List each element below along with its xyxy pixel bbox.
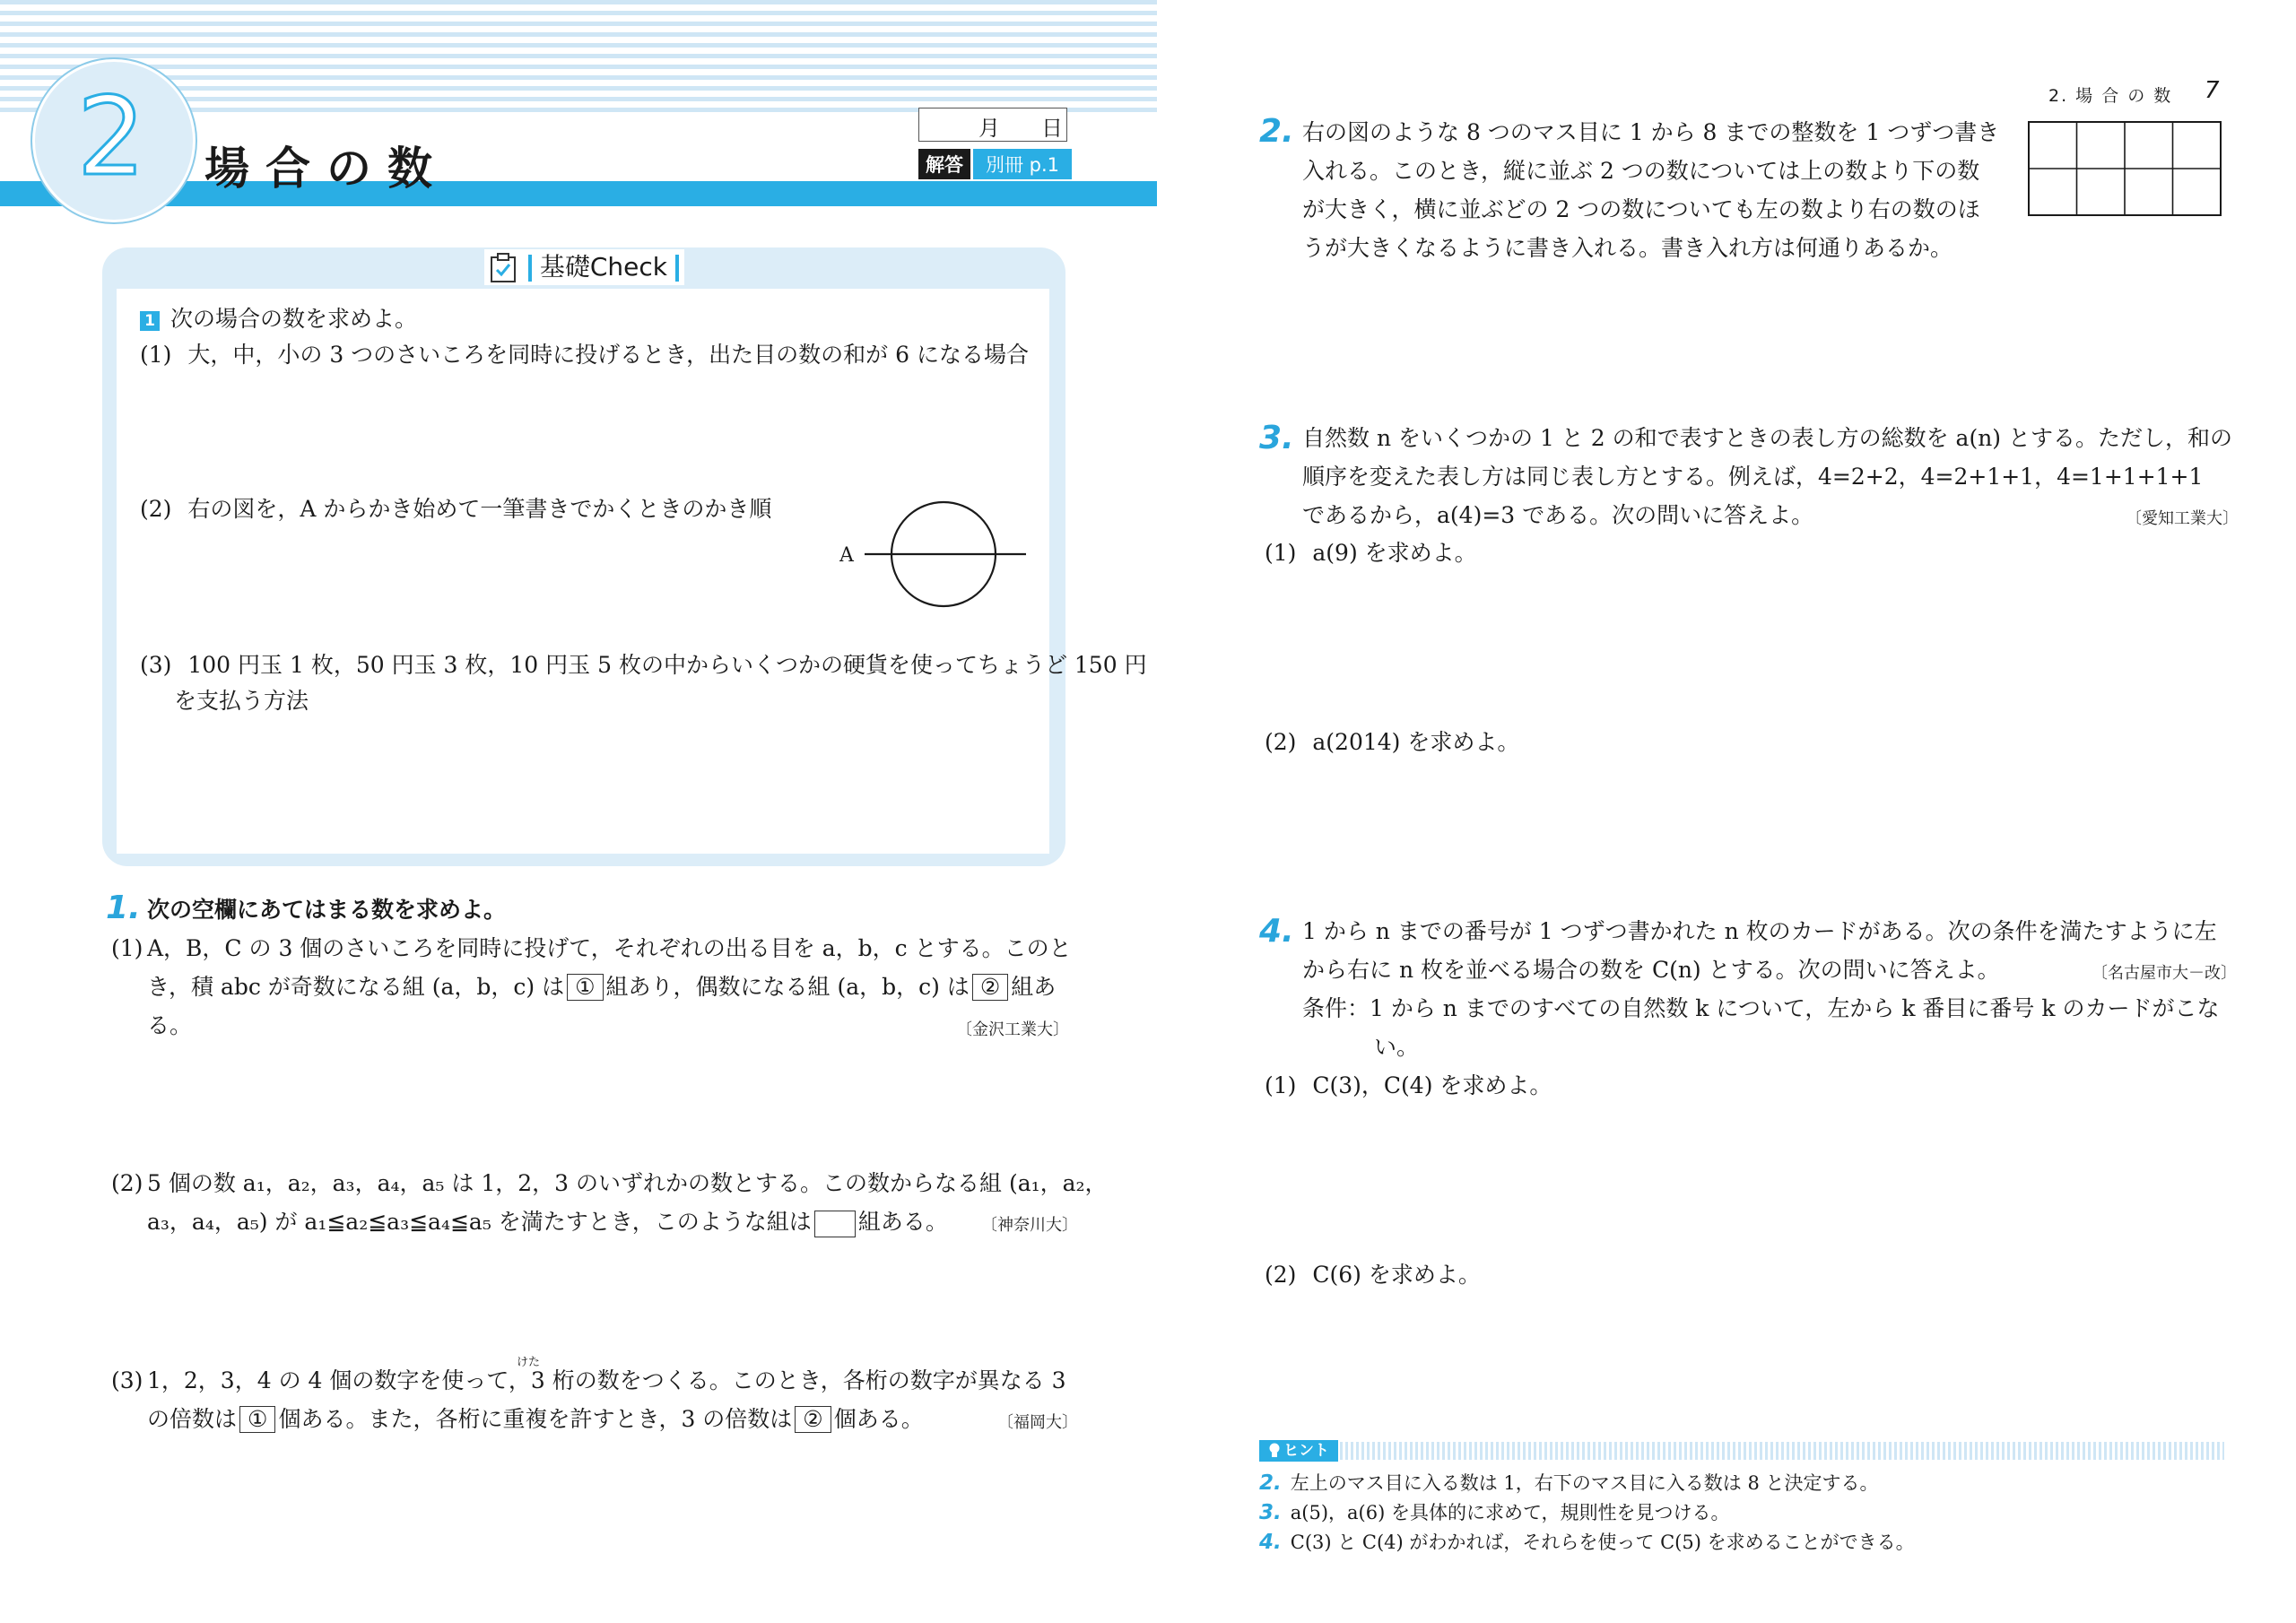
q3-part-1-text: a(9) を求めよ。 (1312, 540, 1477, 566)
q1-part-1-line3: る。 (147, 1012, 193, 1038)
q1-part-2-line2 (147, 1202, 948, 1241)
figure-point-a: A (839, 544, 854, 567)
hint-number: 4. (1259, 1531, 1282, 1554)
date-month: 月 (978, 116, 1000, 141)
q4-number: 4. (1259, 913, 1294, 950)
hint-text: 左上のマス目に入る数は 1，右下のマス目に入る数は 8 と決定する。 (1290, 1472, 1879, 1494)
kiso-part-3-line1: 100 円玉 1 枚，50 円玉 3 枚，10 円玉 5 枚の中からいくつかの硬貨を使ってちょうど 150 円 (187, 652, 1147, 678)
q2-line3: が大きく，横に並ぶどの 2 つの数についても左の数より右の数のほ (1302, 196, 1980, 222)
title-bracket-left (528, 255, 532, 282)
q4-condition-line1: 条件：1 から n までのすべての自然数 k について，左から k 番目に番号 k のカードがこな (1302, 995, 2220, 1021)
lightbulb-icon (1268, 1443, 1281, 1459)
title-bracket-right (675, 255, 679, 282)
running-head: 2. 場 合 の 数 (2048, 86, 2173, 106)
kiso-part-3 (140, 646, 1147, 684)
q1-p2-blank (814, 1211, 856, 1237)
q1-p3-l2b: 個ある。また，各桁に重複を許すとき，3 の倍数は (278, 1406, 793, 1432)
hint-item (1259, 1528, 1915, 1558)
clipboard-check-icon (490, 253, 517, 283)
hint-item (1259, 1498, 1730, 1528)
q1-p2-l2a: a₃，a₄，a₅) が a₁≦a₂≦a₃≦a₄≦a₅ を満たすとき，このような組は (147, 1209, 812, 1235)
q1-p3-l2a: の倍数は (147, 1406, 238, 1432)
q4-line2: から右に n 枚を並べる場合の数を C(n) とする。次の問いに答えよ。 (1302, 957, 2000, 983)
kiso-part-2-text: 右の図を，A からかき始めて一筆書きでかくときのかき順 (187, 496, 772, 522)
q3-source: 〔愛知工業大〕 (2126, 509, 2239, 528)
q1-p1-l2a: き，積 abc が奇数になる組 (a，b，c) は (147, 974, 565, 1000)
q1-part-1-line1: A，B，C の 3 個のさいころを同時に投げて，それぞれの出る目を a，b，c とする。このと (147, 935, 1072, 961)
q4-source: 〔名古屋市大－改〕 (2092, 964, 2237, 983)
hint-label-text: ヒント (1283, 1442, 1329, 1460)
q1-p3-blank-1: ① (239, 1406, 275, 1433)
kiso-part-1 (140, 335, 1029, 374)
kiso-part-3-line2: を支払う方法 (174, 688, 309, 714)
answer-label: 解答 (918, 149, 970, 179)
q3-line2: 順序を変えた表し方は同じ表し方とする。例えば，4=2+2，4=2+1+1，4=1+1+1+1 (1302, 464, 2204, 490)
q3-part-1-label: (1) (1265, 540, 1297, 566)
q1-number: 1. (106, 890, 141, 926)
q3-number: 3. (1259, 420, 1294, 456)
hint-text: a(5)，a(6) を具体的に求めて，規則性を見つける。 (1290, 1502, 1730, 1523)
q3-line3: であるから，a(4)=3 である。次の問いに答えよ。 (1302, 502, 1814, 528)
q1-text: 次の空欄にあてはまる数を求めよ。 (147, 897, 507, 923)
hint-bar (1259, 1442, 2224, 1460)
kiso-part-3-label: (3) (140, 652, 172, 678)
chapter-number: 2 (76, 75, 146, 200)
hint-item (1259, 1469, 1879, 1498)
kiso-part-1-label: (1) (140, 342, 172, 368)
q1-p2-l2b: 組ある。 (857, 1209, 948, 1235)
kiso-part-2 (140, 490, 771, 528)
q3-part-1 (1265, 534, 1477, 572)
q1-part-3-source: 〔福岡大〕 (997, 1413, 1078, 1432)
hint-number: 3. (1259, 1501, 1282, 1524)
q2-line1: 右の図のような 8 つのマス目に 1 から 8 までの整数を 1 つずつ書き (1302, 119, 2000, 145)
q4-condition-line2: い。 (1374, 1034, 1420, 1060)
q3-part-2-text: a(2014) を求めよ。 (1312, 729, 1520, 755)
q4-part-1-label: (1) (1265, 1072, 1297, 1098)
q4-line1: 1 から n までの番号が 1 つずつ書かれた n 枚のカードがある。次の条件を満たすように左 (1302, 918, 2217, 944)
q1-part-1-source: 〔金沢工業大〕 (956, 1020, 1069, 1039)
q1-part-2-line1: 5 個の数 a₁，a₂，a₃，a₄，a₅ は 1，2，3 のいずれかの数とする。この数からなる組 (a₁，a₂， (147, 1170, 1108, 1196)
date-field (918, 108, 1067, 142)
q1-p1-l2b: 組あり，偶数になる組 (a，b，c) は (605, 974, 970, 1000)
q1-part-3-line2 (147, 1400, 924, 1438)
q2-number: 2. (1259, 113, 1294, 150)
kiso-question (140, 299, 417, 338)
hint-text: C(3) と C(4) がわかれば，それらを使って C(5) を求めることができる。 (1290, 1532, 1915, 1553)
kiso-check-title (484, 249, 684, 285)
q2-grid-figure (2027, 120, 2224, 219)
kiso-check-label: 基礎Check (539, 252, 667, 282)
q4-part-2 (1265, 1255, 1481, 1294)
kiso-part-1-text: 大，中，小の 3 つのさいころを同時に投げるとき，出た目の数の和が 6 になる場合 (187, 342, 1029, 368)
hint-label (1259, 1440, 1338, 1462)
q1-part-3-line1: 1，2，3，4 の 4 個の数字を使って，3 桁の数をつくる。このとき，各桁の数字が異なる 3 (147, 1367, 1066, 1393)
q1-part-3-ruby: けた (517, 1356, 541, 1369)
date-day: 日 (1041, 116, 1063, 141)
q1-p1-l2c: 組あ (1011, 974, 1057, 1000)
kiso-part-2-label: (2) (140, 496, 172, 522)
q3-part-2-label: (2) (1265, 729, 1297, 755)
q3-line1: 自然数 n をいくつかの 1 と 2 の和で表すときの表し方の総数を a(n) とする。ただし，和の (1302, 425, 2233, 451)
q1-p1-blank-1: ① (567, 974, 603, 1001)
q4-part-2-label: (2) (1265, 1262, 1297, 1288)
q1-part-1-line2 (147, 968, 1056, 1006)
q1-p3-blank-2: ② (795, 1406, 831, 1433)
kiso-question-number: 1 (140, 311, 160, 331)
q1-p1-blank-2: ② (972, 974, 1008, 1001)
chapter-title: 場合の数 (204, 143, 448, 195)
q2-line4: うが大きくなるように書き入れる。書き入れ方は何通りあるか。 (1302, 235, 1953, 261)
q1-part-2-label: (2) (111, 1170, 144, 1196)
q1-part-1-label: (1) (111, 935, 144, 961)
one-stroke-figure (839, 495, 1037, 612)
hint-number: 2. (1259, 1471, 1282, 1495)
q4-part-2-text: C(6) を求めよ。 (1312, 1262, 1481, 1288)
q1-part-2-source: 〔神奈川大〕 (981, 1216, 1078, 1235)
q1-part-3-label: (3) (111, 1367, 144, 1393)
q1-p3-l2c: 個ある。 (833, 1406, 924, 1432)
page-number: 7 (2205, 77, 2220, 104)
q4-part-1 (1265, 1066, 1552, 1105)
q3-part-2 (1265, 723, 1519, 761)
q4-part-1-text: C(3)，C(4) を求めよ。 (1312, 1072, 1552, 1098)
answer-reference: 別冊 p.1 (973, 149, 1072, 179)
kiso-question-text: 次の場合の数を求めよ。 (170, 306, 418, 332)
q2-line2: 入れる。このとき，縦に並ぶ 2 つの数については上の数より下の数 (1302, 158, 1980, 184)
